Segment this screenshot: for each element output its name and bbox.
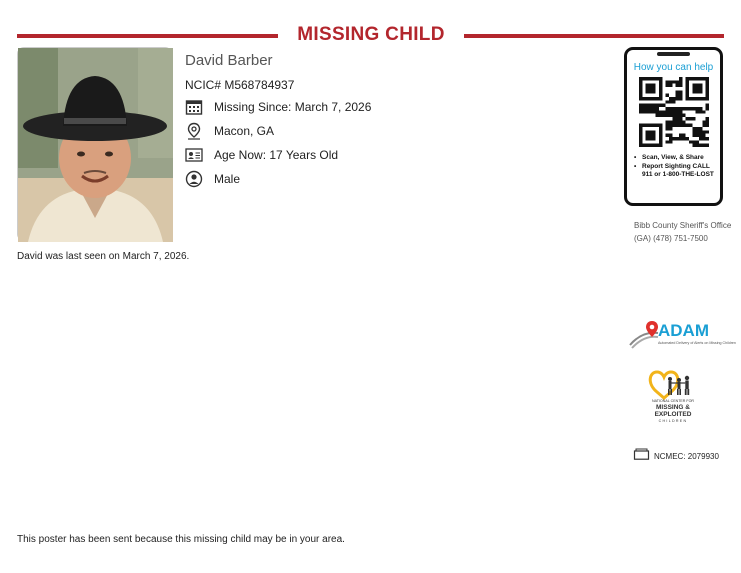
ncmec-logo <box>643 368 703 430</box>
adam-tagline: Automated Delivery of Alerts on Missing Children <box>658 341 736 345</box>
location-pin-icon <box>185 122 203 140</box>
calendar-icon <box>185 98 203 116</box>
folder-icon <box>633 447 650 465</box>
person-icon <box>185 170 203 188</box>
help-steps <box>633 154 719 180</box>
help-phone-card <box>624 47 723 206</box>
id-card-icon <box>185 146 203 164</box>
ncmec-line4: CHILDREN <box>658 419 688 423</box>
detail-age <box>185 145 338 165</box>
ncmec-case-number: NCMEC: 2079930 <box>654 451 719 461</box>
location-text: Macon, GA <box>214 124 275 138</box>
agency-contact: Bibb County Sheriff's Office (GA) (478) 751-7500 <box>634 221 732 243</box>
banner-rule-right <box>464 34 724 38</box>
help-step-share: • Scan, View, & Share <box>633 154 719 163</box>
ncmec-case <box>633 447 719 465</box>
help-title: How you can help <box>633 62 714 73</box>
detail-location <box>185 121 274 141</box>
ncic-number: NCIC# M568784937 <box>185 78 295 92</box>
adam-wordmark: ADAM <box>658 321 709 340</box>
help-step-report: • Report Sighting CALL 911 or 1-800-THE-LOST <box>633 163 719 180</box>
child-info <box>185 52 372 186</box>
ncmec-line3: EXPLOITED <box>654 411 692 418</box>
missing-since-text: Missing Since: March 7, 2026 <box>214 100 372 114</box>
sex-text: Male <box>214 172 241 186</box>
last-seen-text: David was last seen on March 7, 2026. <box>17 251 190 262</box>
age-text: Age Now: 17 Years Old <box>214 148 339 162</box>
qr-code[interactable] <box>639 77 709 147</box>
ncmec-line2: MISSING & <box>656 404 690 411</box>
banner-title: MISSING CHILD <box>297 24 445 45</box>
ncmec-line1: NATIONAL CENTER FOR <box>652 399 694 403</box>
detail-missing-since <box>185 97 371 117</box>
child-name: David Barber <box>185 52 273 69</box>
phone-notch <box>657 52 690 56</box>
footer-note: This poster has been sent because this missing child may be in your area. <box>17 534 345 545</box>
child-photo <box>17 47 172 241</box>
adam-logo <box>628 319 736 353</box>
banner-rule-left <box>17 34 278 38</box>
detail-sex <box>185 169 240 189</box>
